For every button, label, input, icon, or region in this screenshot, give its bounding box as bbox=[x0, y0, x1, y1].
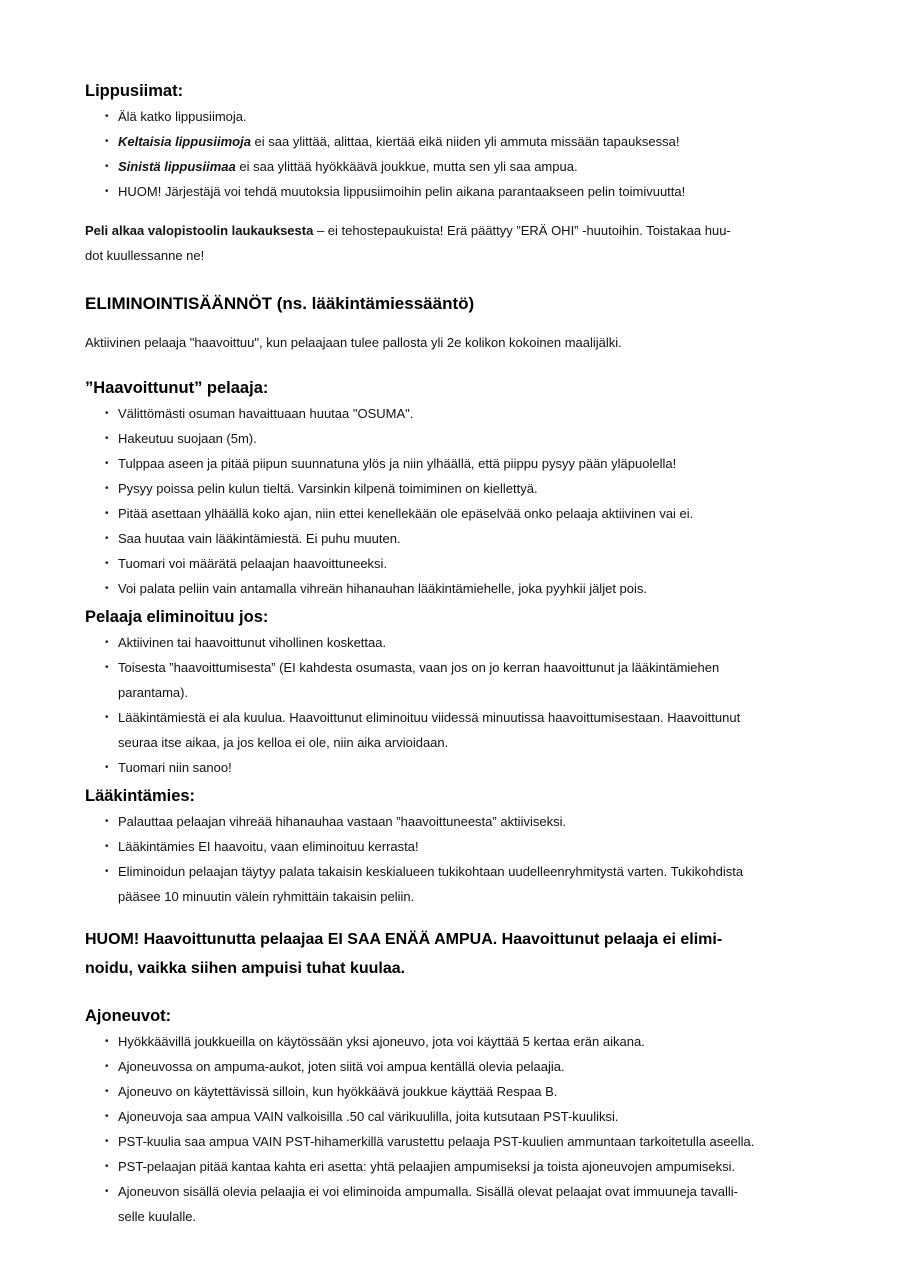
text-segment: dot kuullessanne ne! bbox=[85, 248, 205, 263]
bullet-text bbox=[118, 154, 824, 179]
bullet-dot-icon: • bbox=[105, 1036, 109, 1047]
bullet-list bbox=[85, 630, 824, 780]
section-heading: Lippusiimat: bbox=[85, 82, 184, 100]
paragraph bbox=[85, 330, 824, 355]
bullet-text bbox=[118, 104, 824, 129]
bullet-item bbox=[85, 1029, 824, 1054]
bullet-item bbox=[85, 755, 824, 780]
bullet-list bbox=[85, 104, 824, 204]
bullet-dot-icon: • bbox=[105, 136, 109, 147]
text-segment: pääsee 10 minuutin välein ryhmittäin takaisin peliin. bbox=[118, 889, 415, 904]
bullet-text bbox=[118, 526, 824, 551]
bullet-dot-icon: • bbox=[105, 1136, 109, 1147]
text-segment: Ajoneuvo on käytettävissä silloin, kun hyökkäävä joukkue käyttää Respaa B. bbox=[118, 1084, 558, 1099]
bullet-text bbox=[118, 1129, 824, 1154]
bullet-text bbox=[118, 179, 824, 204]
text-segment: Tuomari voi määrätä pelaajan haavoittuneeksi. bbox=[118, 556, 388, 571]
text-segment: Voi palata peliin vain antamalla vihreän hihanauhan lääkintämiehelle, joka pyyhkii jäljet pois. bbox=[118, 581, 648, 596]
bullet-dot-icon: • bbox=[105, 637, 109, 648]
bullet-item bbox=[85, 1154, 824, 1179]
bullet-list bbox=[85, 401, 824, 601]
bullet-item bbox=[85, 630, 824, 655]
bullet-dot-icon: • bbox=[105, 662, 109, 673]
text-segment: Pysyy poissa pelin kulun tieltä. Varsinkin kilpenä toimiminen on kiellettyä. bbox=[118, 481, 538, 496]
bullet-dot-icon: • bbox=[105, 712, 109, 723]
bullet-item bbox=[85, 1079, 824, 1104]
text-segment: Pitää asettaan ylhäällä koko ajan, niin ettei kenellekään ole epäselvää onko pelaaja aktiivinen vai ei. bbox=[118, 506, 694, 521]
bullet-dot-icon: • bbox=[105, 841, 109, 852]
text-segment: Lääkintämies EI haavoitu, vaan eliminoituu kerrasta! bbox=[118, 839, 419, 854]
text-segment: HUOM! Haavoittunutta pelaajaa EI SAA ENÄÄ AMPUA. Haavoittunut pelaaja ei elimi- bbox=[85, 931, 723, 948]
bullet-text bbox=[118, 834, 824, 859]
bullet-dot-icon: • bbox=[105, 558, 109, 569]
bullet-text bbox=[118, 451, 824, 476]
bullet-item bbox=[85, 834, 824, 859]
bullet-text bbox=[118, 1079, 824, 1104]
bullet-item bbox=[85, 1179, 824, 1229]
bullet-text bbox=[118, 809, 824, 834]
bullet-item bbox=[85, 1054, 824, 1079]
bullet-item bbox=[85, 401, 824, 426]
bullet-item bbox=[85, 1104, 824, 1129]
section-heading: Ajoneuvot: bbox=[85, 1007, 172, 1025]
bullet-list bbox=[85, 1029, 824, 1229]
text-segment: Lääkintämiestä ei ala kuulua. Haavoittunut eliminoituu viidessä minuutissa haavoittumisestaan. Haavoittunut bbox=[118, 710, 741, 725]
text-segment: Keltaisia lippusiimoja bbox=[118, 134, 251, 149]
bullet-dot-icon: • bbox=[105, 508, 109, 519]
bullet-text bbox=[118, 859, 824, 909]
bullet-dot-icon: • bbox=[105, 1061, 109, 1072]
text-segment: Palauttaa pelaajan vihreää hihanauhaa vastaan ”haavoittuneesta” aktiiviseksi. bbox=[118, 814, 567, 829]
bullet-item bbox=[85, 576, 824, 601]
text-segment: Eliminoidun pelaajan täytyy palata takaisin keskialueen tukikohtaan uudelleenryhmitystä varten. Tukikohdista bbox=[118, 864, 744, 879]
section-heading: ”Haavoittunut” pelaaja: bbox=[85, 379, 269, 397]
bullet-item bbox=[85, 129, 824, 154]
bullet-dot-icon: • bbox=[105, 1111, 109, 1122]
bullet-dot-icon: • bbox=[105, 433, 109, 444]
bullet-item bbox=[85, 476, 824, 501]
bullet-text bbox=[118, 705, 824, 755]
bullet-item bbox=[85, 809, 824, 834]
bullet-text bbox=[118, 576, 824, 601]
text-segment: Peli alkaa valopistoolin laukauksesta bbox=[85, 223, 314, 238]
bullet-item bbox=[85, 426, 824, 451]
bullet-dot-icon: • bbox=[105, 408, 109, 419]
bullet-text bbox=[118, 1154, 824, 1179]
text-segment: parantama). bbox=[118, 685, 189, 700]
bullet-item bbox=[85, 501, 824, 526]
text-segment: Toisesta ”haavoittumisesta” (EI kahdesta osumasta, vaan jos on jo kerran haavoittunut ja lääkintämiehen bbox=[118, 660, 720, 675]
text-segment: HUOM! Järjestäjä voi tehdä muutoksia lippusiimoihin pelin aikana parantaakseen pelin toimivuutta! bbox=[118, 184, 686, 199]
text-segment: PST-kuulia saa ampua VAIN PST-hihamerkillä varustettu pelaaja PST-kuulien ammuntaan tarkoitetulla aseella. bbox=[118, 1134, 755, 1149]
bullet-dot-icon: • bbox=[105, 111, 109, 122]
bullet-dot-icon: • bbox=[105, 762, 109, 773]
bullet-text bbox=[118, 401, 824, 426]
text-segment: Hakeutuu suojaan (5m). bbox=[118, 431, 257, 446]
text-segment: Saa huutaa vain lääkintämiestä. Ei puhu muuten. bbox=[118, 531, 401, 546]
bullet-dot-icon: • bbox=[105, 161, 109, 172]
bullet-item bbox=[85, 154, 824, 179]
bullet-text bbox=[118, 655, 824, 705]
bullet-dot-icon: • bbox=[105, 1186, 109, 1197]
bullet-item bbox=[85, 526, 824, 551]
text-segment: seuraa itse aikaa, ja jos kelloa ei ole, niin aika arvioidaan. bbox=[118, 735, 449, 750]
section-heading: Lääkintämies: bbox=[85, 787, 196, 805]
bullet-item bbox=[85, 104, 824, 129]
bullet-item bbox=[85, 179, 824, 204]
text-segment: Aktiivinen pelaaja "haavoittuu", kun pelaajaan tulee pallosta yli 2e kolikon kokoinen maalijälki. bbox=[85, 335, 622, 350]
bullet-item bbox=[85, 1129, 824, 1154]
text-segment: Välittömästi osuman havaittuaan huutaa "OSUMA". bbox=[118, 406, 414, 421]
bullet-text bbox=[118, 426, 824, 451]
text-segment: ei saa ylittää, alittaa, kiertää eikä niiden yli ammuta missään tapauksessa! bbox=[250, 134, 680, 149]
text-segment: Tulppaa aseen ja pitää piipun suunnatuna ylös ja niin ylhäällä, että piippu pysyy pään yläpuolella! bbox=[118, 456, 677, 471]
text-segment: Aktiivinen tai haavoittunut vihollinen koskettaa. bbox=[118, 635, 387, 650]
bullet-text bbox=[118, 630, 824, 655]
bullet-text bbox=[118, 1104, 824, 1129]
bullet-dot-icon: • bbox=[105, 186, 109, 197]
bullet-item bbox=[85, 705, 824, 755]
bullet-text bbox=[118, 1179, 824, 1229]
text-segment: Ajoneuvoja saa ampua VAIN valkoisilla .50 cal värikuulilla, joita kutsutaan PST-kuuliksi. bbox=[118, 1109, 619, 1124]
text-segment: Ajoneuvon sisällä olevia pelaajia ei voi eliminoida ampumalla. Sisällä olevat pelaajat ovat immuuneja tavalli- bbox=[118, 1184, 739, 1199]
bullet-text bbox=[118, 501, 824, 526]
text-segment: ei saa ylittää hyökkäävä joukkue, mutta sen yli saa ampua. bbox=[235, 159, 578, 174]
bullet-dot-icon: • bbox=[105, 483, 109, 494]
bullet-item bbox=[85, 451, 824, 476]
bullet-dot-icon: • bbox=[105, 533, 109, 544]
section-heading: ELIMINOINTISÄÄNNÖT (ns. lääkintämiessääntö) bbox=[85, 294, 475, 313]
bullet-dot-icon: • bbox=[105, 1086, 109, 1097]
bullet-text bbox=[118, 1054, 824, 1079]
bullet-item bbox=[85, 551, 824, 576]
bullet-list bbox=[85, 809, 824, 909]
bullet-text bbox=[118, 476, 824, 501]
text-segment: noidu, vaikka siihen ampuisi tuhat kuulaa. bbox=[85, 960, 406, 977]
text-segment: Ajoneuvossa on ampuma-aukot, joten siitä voi ampua kentällä olevia pelaajia. bbox=[118, 1059, 565, 1074]
text-segment: – ei tehostepaukuista! Erä päättyy ”ERÄ OHI” -huutoihin. Toistakaa huu- bbox=[313, 223, 731, 238]
bullet-dot-icon: • bbox=[105, 1161, 109, 1172]
text-segment: Sinistä lippusiimaa bbox=[118, 159, 236, 174]
bullet-text bbox=[118, 551, 824, 576]
bullet-dot-icon: • bbox=[105, 458, 109, 469]
bullet-dot-icon: • bbox=[105, 583, 109, 594]
bullet-dot-icon: • bbox=[105, 816, 109, 827]
bullet-item bbox=[85, 859, 824, 909]
notice-paragraph bbox=[85, 925, 824, 983]
bullet-dot-icon: • bbox=[105, 866, 109, 877]
bullet-text bbox=[118, 1029, 824, 1054]
paragraph bbox=[85, 218, 824, 268]
text-segment: Tuomari niin sanoo! bbox=[118, 760, 232, 775]
text-segment: Älä katko lippusiimoja. bbox=[118, 109, 247, 124]
text-segment: Hyökkäävillä joukkueilla on käytössään yksi ajoneuvo, jota voi käyttää 5 kertaa erän aikana. bbox=[118, 1034, 645, 1049]
bullet-item bbox=[85, 655, 824, 705]
text-segment: selle kuulalle. bbox=[118, 1209, 197, 1224]
bullet-text bbox=[118, 755, 824, 780]
bullet-text bbox=[118, 129, 824, 154]
text-segment: PST-pelaajan pitää kantaa kahta eri asetta: yhtä pelaajien ampumiseksi ja toista ajoneuvojen ampumiseksi. bbox=[118, 1159, 736, 1174]
section-heading: Pelaaja eliminoituu jos: bbox=[85, 608, 269, 626]
